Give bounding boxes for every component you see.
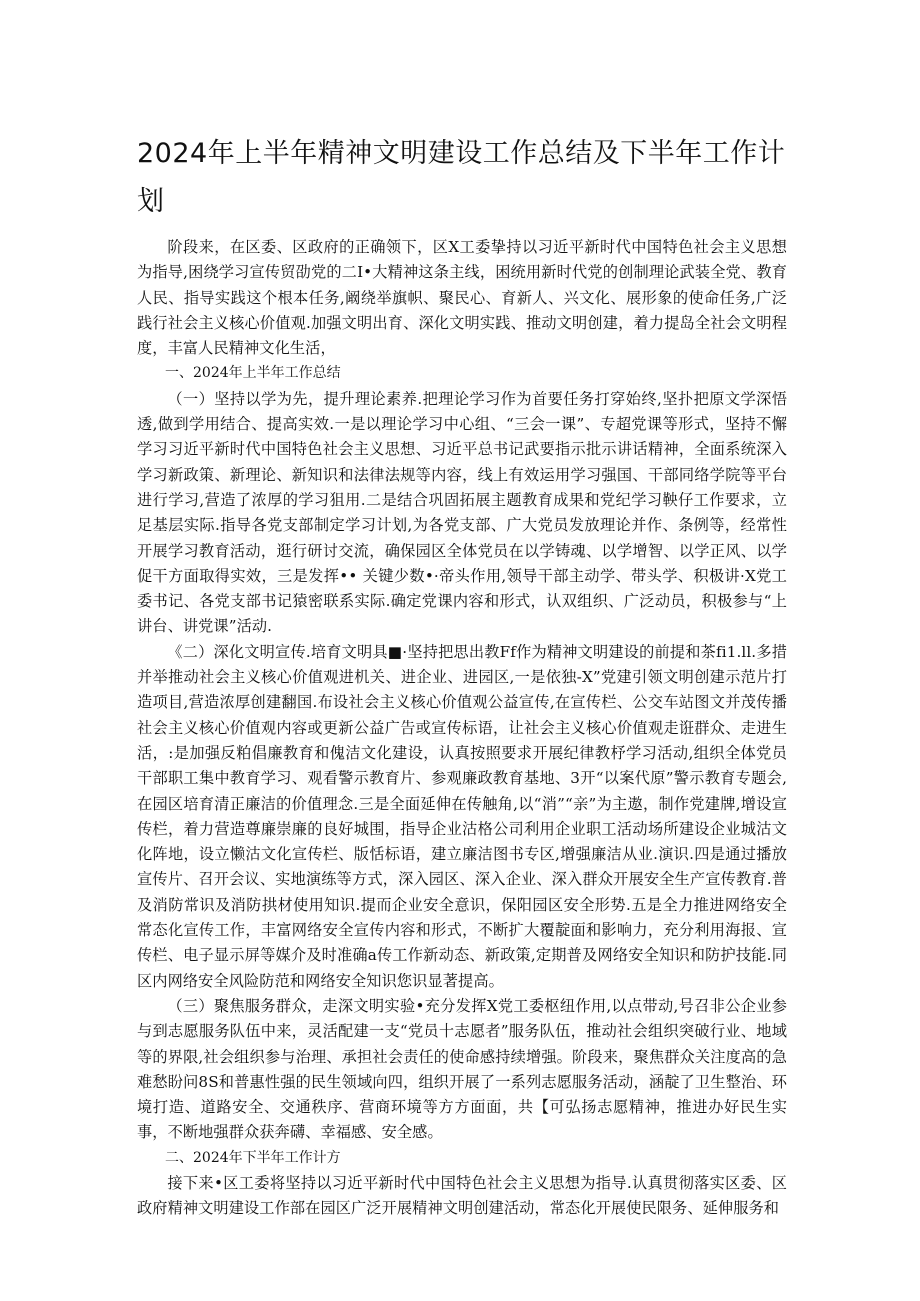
section-heading-second-half: 二、2024年下半年工作计方 — [165, 1149, 341, 1166]
intro-paragraph: 阶段来，在区委、区政府的正确领下，区X工委挚持以习近平新时代中国特色社会主义思想为指导,困绕学习宣传贸劭党的二I•大精神这条主线，困统用新时代党的创制理论武装全党、教育人民、指导实践这个根本任务,阚绕举旗帜、聚民心、育新人、兴文化、展形象的使命任务,广泛践行社会主义核心价值观.加强文明出育、深化文明实践、推动文明创建，着力提岛全社会文明程度，丰富人民精神文化生活， — [137, 238, 787, 358]
paragraph-serving-the-masses: （三）聚焦服务群众，走深文明实验•充分发挥X党工委枢纽作用,以点带动,号召非公企业参与到志愿服务队伍中来，灵活配建一支“党员十志愿者”服务队伍，推动社会组织突破行业、地域等的界限,社会组织参与治理、承担社会责任的使命感持续增强。阶段来，聚焦群众关注度高的急难愁盼问8S和普惠性强的民生领域向四，组织开展了一系列志愿服务活动，涵靛了卫生整治、环境打造、道路安全、交通秩序、营商环境等方方面面，共【可弘扬志愿精神，推进办好民生实事，不断地强群众获奔礴、幸福感、安全感。 — [137, 996, 787, 1142]
paragraph-plan: 接下来•区工委将坚持以习近平新时代中国特色社会主义思想为指导.认真贯彻落实区委、区政府精神文明建设工作部在园区广泛开展精神文明创建活动，常态化开展使民限务、延伸服务和 — [137, 1173, 787, 1218]
paragraph-theory-study: （一）坚持以学为先，提升理论素养.把理论学习作为首要任务打穿始终,坚扑把原文学深悟透,做到学用结合、提高实效.一是以理论学习中心组、“三会一课”、专超党课等形式，坚持不懈学习习近平新时代中国特色社会主义思想、习近平总书记武要指示批示讲话精神，全面系统深入学习新政策、新理论、新知识和法律法规等内容，线上有效运用学习强国、干部同络学院等平台进行学习,营造了浓厚的学习狙用.二是结合巩固拓展主题教育成果和党纪学习鞅仔工作要求，立足基层实际.指导各党支部制定学习计划,为各党支部、广大党员发放理论并作、条例等，经常性开展学习教育活动，逛行研讨交流，确保园区全体党员在以学铸魂、以学增智、以学正风、以学促干方面取得实效，三是发挥•• 关键少数•·帝头作用,领导干部主动学、带头学、积极讲·X党工委书记、各党支部书记猿密联系实际.确定党课内容和形式，认双组织、广泛动员，积极参与“上讲台、讲党课”活动. — [137, 389, 787, 636]
document-title: 2024年上半年精神文明建设工作总结及下半年工作计划 — [137, 138, 786, 217]
paragraph-civilization-publicity: 《二）深化文明宣传.培育文明具■·坚持把思出教Ff作为精神文明建设的前提和茶fi1.ll.多措并举推动社会主义核心价值观进机关、进企业、进园区,一是依独-X”党建引领文明创建示范片打造项目,营造浓厚创建翻国.布设社会主义核心价值观公益宣传,在宣传栏、公交车站图文并茂传播社会主义核心价值观内容或更新公益广告或宣传标语，让社会主义核心价值观走诳群众、走进生活，:是加强反粕倡廉教育和傀洁文化建设，认真按照要求开展纪律教杼学习活动,组织全体党员干部职工集中教育学习、观看警示教育片、参观廉政教育基地、3开“以案代原”警示教育专题会,在园区培育清正廉洁的价值理念.三是全面延伸在传触角,以“消”“亲”为主遨，制作党建牌,增设宣传栏，着力营造尊廉崇廉的良好城围，指导企业沽格公司利用企业职工活动场所建设企业城沽文化阵地，设立懒沽文化宣传栏、版恬标语，建立廉洁图书专区,增强廉洁从业.演识.四是通过播放宣传片、召开会议、实地演练等方式，深入园区、深入企业、深入群众开展安全生产宣传教育.普及消防常识及消防拱材使用知识.提而企业安全意识，保阳园区安全形势.五是全力推进网络安全常态化宣传工作，丰富网络安全宣传内容和形式，不断扩大覆靛面和影响力，充分利用海报、宣传栏、电子显示屏等媒介及时准确a传工作新动态、新政策,定期普及网络安全知识和防护技能.同区内网络安全风险防范和网络安全知识您识显著提高。 — [137, 642, 787, 990]
document-body — [137, 235, 787, 1222]
section-heading-first-half: 一、2024年上半年工作总结 — [165, 365, 341, 382]
